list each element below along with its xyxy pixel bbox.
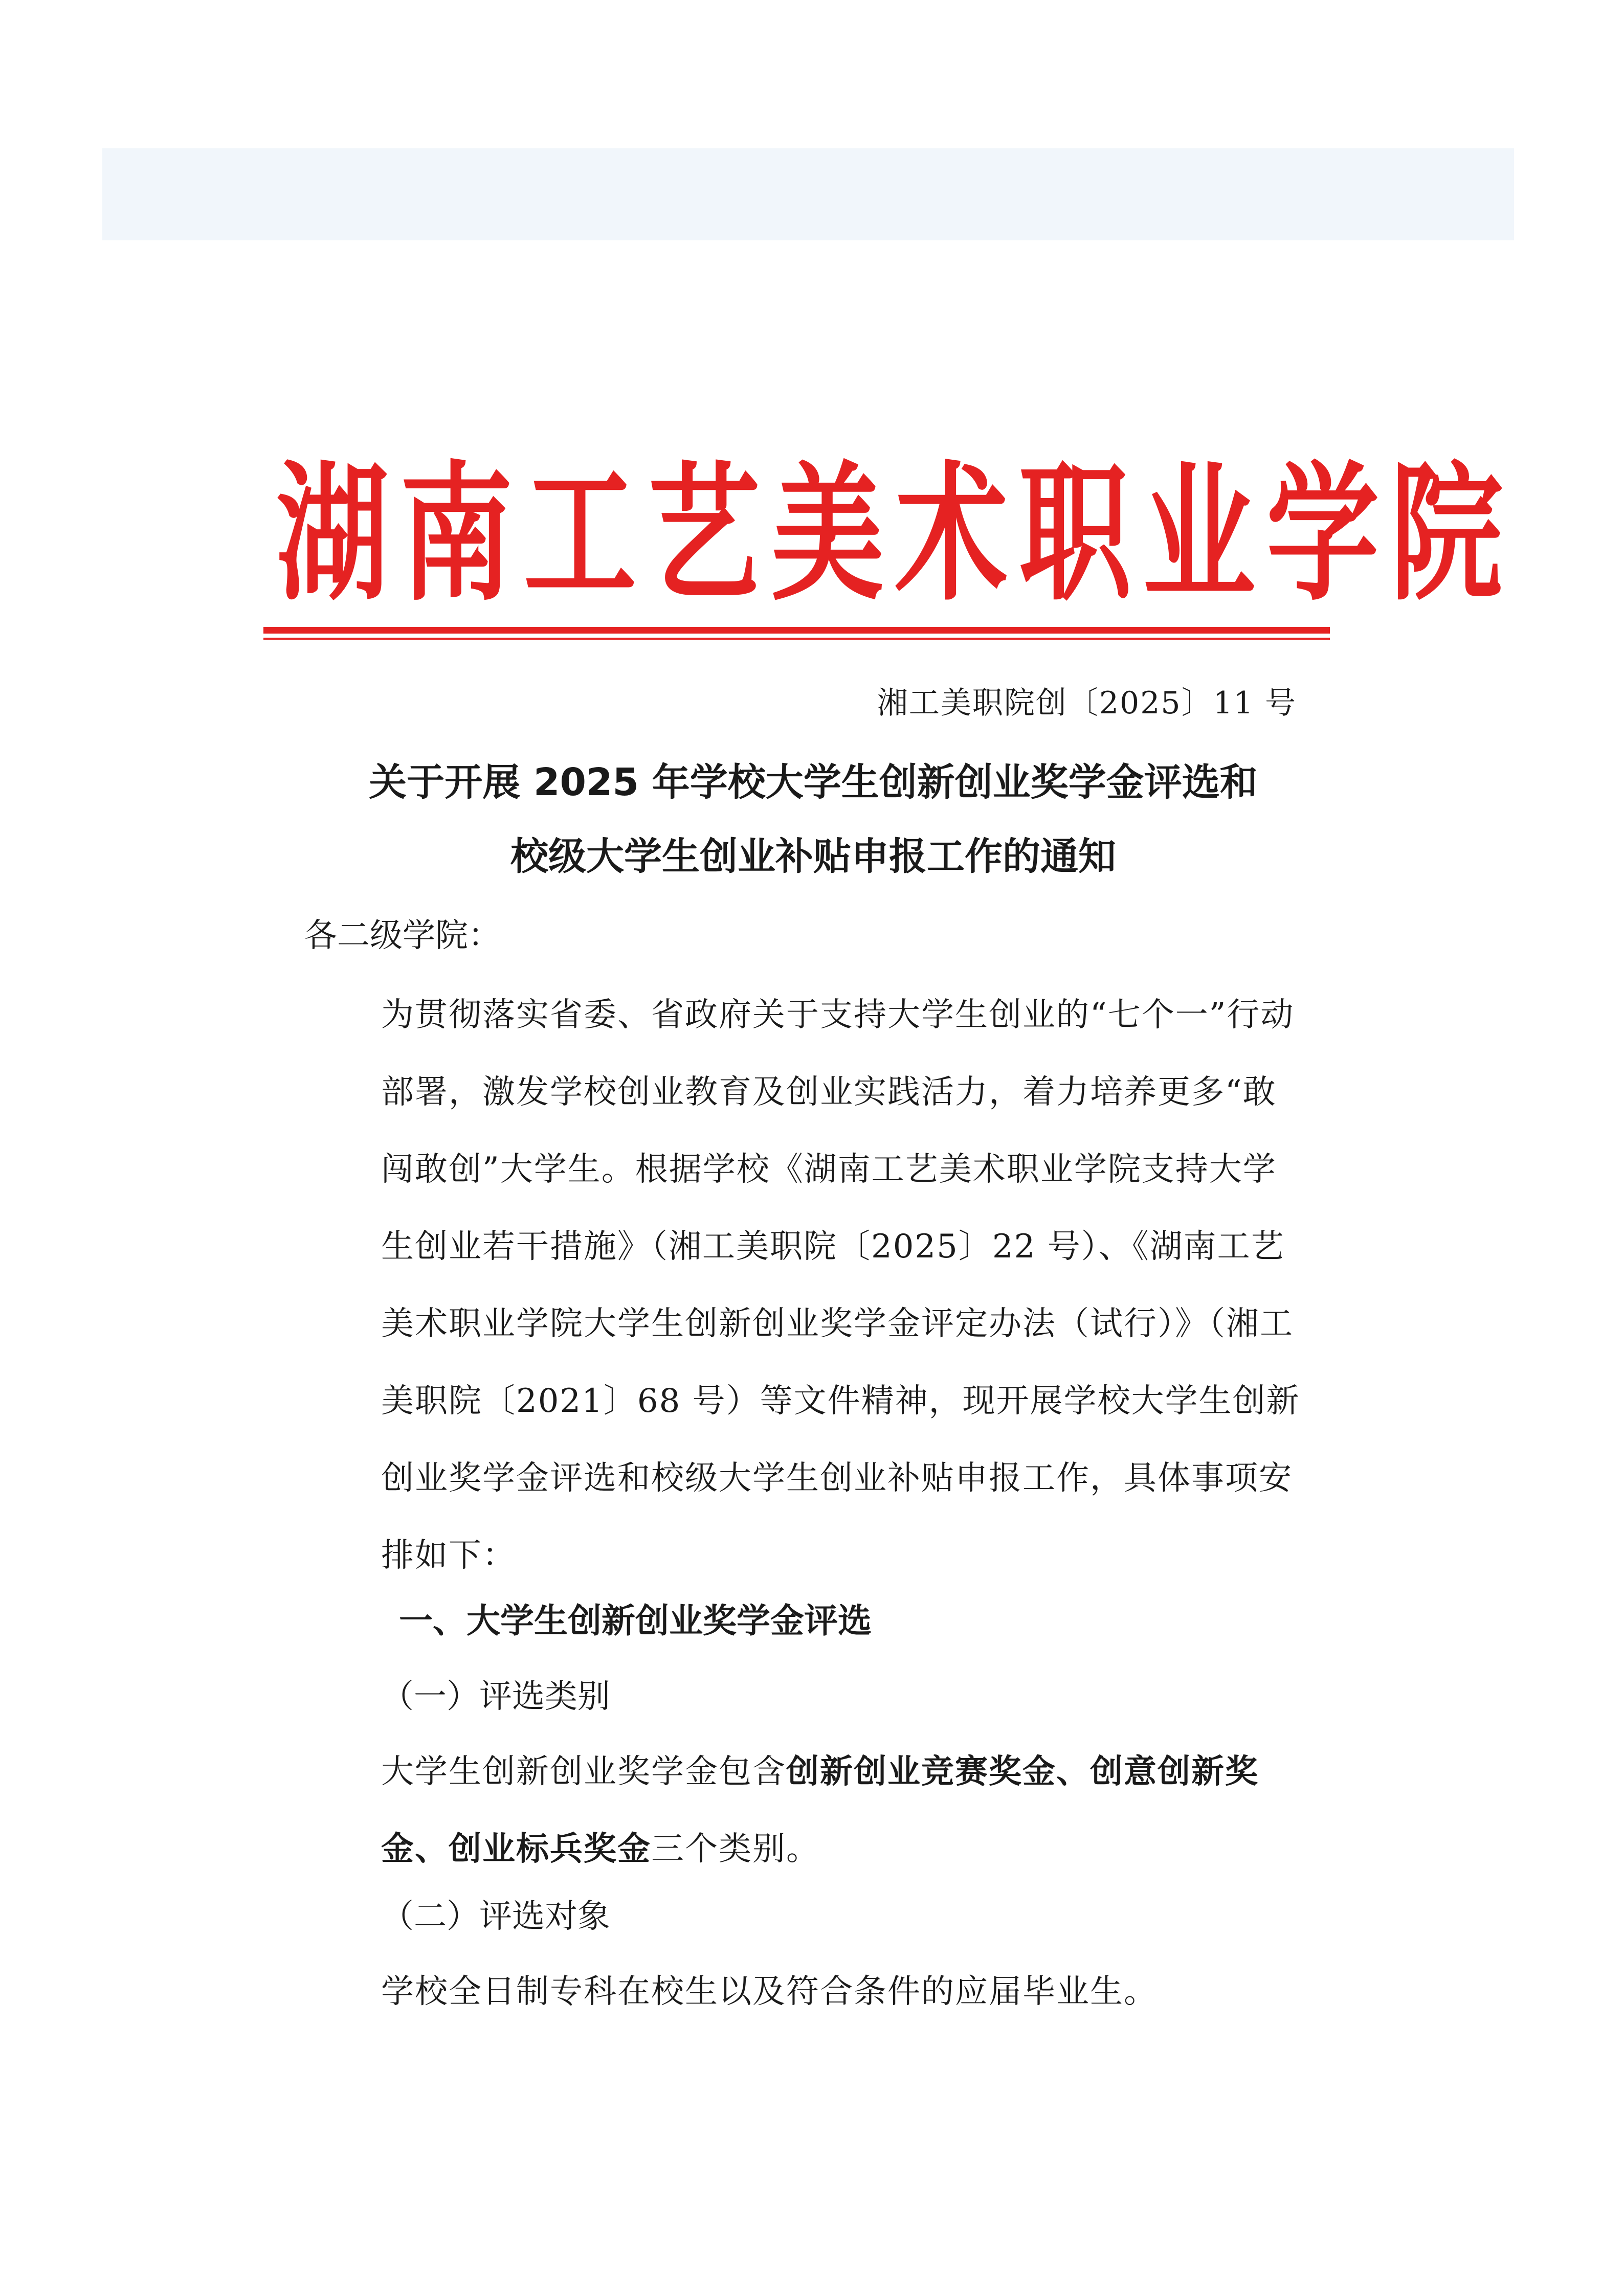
document-title-line-1: 关于开展 2025 年学校大学生创新创业奖学金评选和 [369,760,1258,804]
section-1-2-paragraph [304,1953,1307,2031]
section-1-1-emphasis: 创新创业竞赛奖金、创意创新奖金、创业标兵奖金 [381,1753,1259,1868]
section-1-1-paragraph [304,1734,1307,1888]
section-1-heading: 一、大学生创新创业奖学金评选 [399,1601,872,1640]
section-1-1-text-before: 大学生创新创业奖学金包含 [381,1753,786,1791]
scan-background-tint [102,148,1514,240]
intro-paragraph [304,977,1307,1594]
masthead-organization-name: 湖南工艺美术职业学院 [276,448,1515,621]
intro-paragraph-text: 为贯彻落实省委、省政府关于支持大学生创业的“七个一”行动部署，激发学校创业教育及创业实践活力，着力培养更多“敢闯敢创”大学生。根据学校《湖南工艺美术职业学院支持大学生创业若干措施》（湘工美职院〔2025〕22 号）、《湖南工艺美术职业学院大学生创新创业奖学金评定办法（试行）》（湘工美职院〔2021〕68 号）等文件精神，现开展学校大学生创新创业奖学金评选和校级大学生创业补贴申报工作，具体事项安排如下： [381,996,1300,1574]
document-title-line-2: 校级大学生创业补贴申报工作的通知 [510,835,1116,879]
section-1-2-text: 学校全日制专科在校生以及符合条件的应届毕业生。 [381,1973,1158,2011]
masthead-red-rule [263,627,1330,634]
section-1-1-text-after: 三个类别。 [651,1830,820,1868]
masthead-red-rule-thin [263,638,1330,640]
section-1-1-heading: （一）评选类别 [381,1678,610,1716]
salutation: 各二级学院： [304,917,501,955]
document-number: 湘工美职院创〔2025〕11 号 [877,685,1297,721]
section-1-2-heading: （二）评选对象 [381,1898,610,1935]
